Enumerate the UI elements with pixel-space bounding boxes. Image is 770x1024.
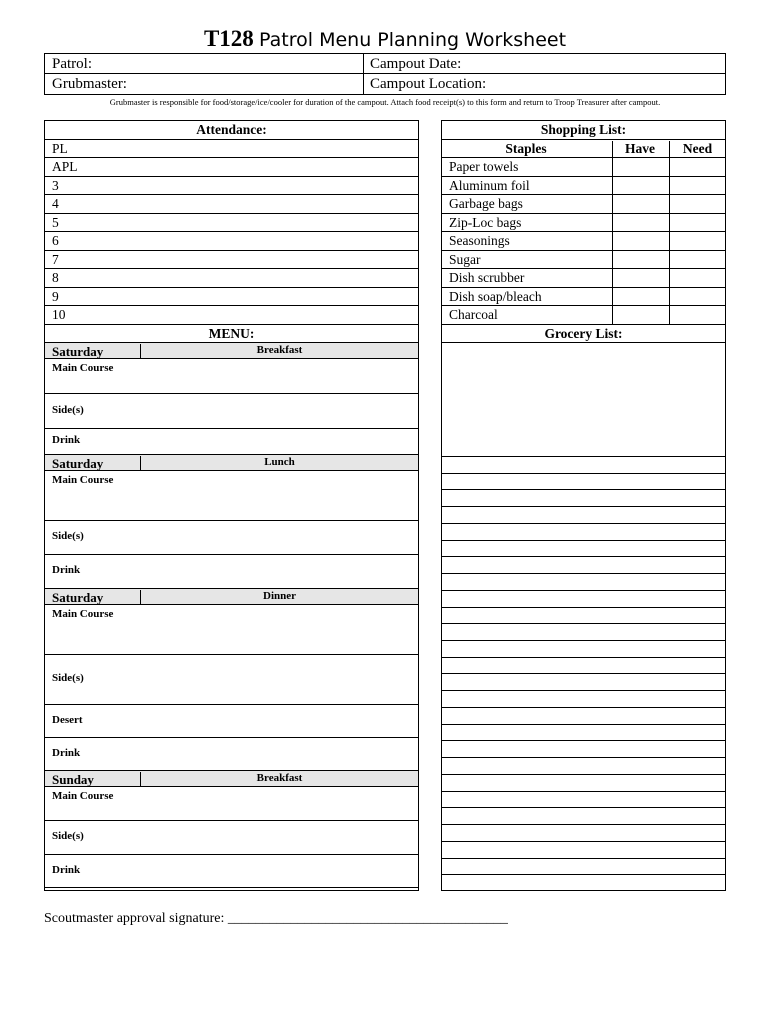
attendance-header <box>45 121 418 140</box>
menu-field[interactable] <box>45 471 418 521</box>
attendance-row[interactable] <box>45 140 418 159</box>
grocery-line[interactable] <box>442 808 725 825</box>
attendance-row[interactable] <box>45 158 418 177</box>
meal-header <box>45 343 418 359</box>
meal-name: Dinner <box>140 590 418 605</box>
menu-field[interactable] <box>45 787 418 821</box>
grocery-line[interactable] <box>442 859 725 876</box>
shopping-item-row[interactable] <box>442 288 725 307</box>
menu-field[interactable] <box>45 605 418 655</box>
grocery-line[interactable] <box>442 490 725 507</box>
shopping-title: Shopping List: <box>540 122 627 137</box>
grocery-line[interactable] <box>442 557 725 574</box>
menu-field-label: Side(s) <box>52 830 84 842</box>
campout-location-field[interactable]: Campout Location: <box>370 76 487 92</box>
attendance-row[interactable] <box>45 177 418 196</box>
attendance-title: Attendance: <box>196 122 267 137</box>
shopping-item-label: Sugar <box>449 251 481 267</box>
grocery-title: Grocery List: <box>544 325 623 341</box>
grocery-line[interactable] <box>442 457 725 474</box>
meal-name: Breakfast <box>140 772 418 787</box>
menu-field-label: Side(s) <box>52 530 84 542</box>
shopping-grocery-table <box>441 120 726 891</box>
shopping-item-label: Seasonings <box>449 233 510 248</box>
attendance-menu-table <box>44 120 419 891</box>
shopping-item-label: Dish soap/bleach <box>449 288 542 304</box>
grocery-line[interactable] <box>442 675 725 692</box>
grubmaster-field[interactable]: Grubmaster: <box>52 76 127 92</box>
attendance-row-label: 5 <box>52 214 59 230</box>
attendance-row[interactable] <box>45 251 418 270</box>
attendance-row[interactable] <box>45 214 418 233</box>
grocery-line[interactable] <box>442 624 725 641</box>
shopping-columns <box>442 140 725 159</box>
menu-field[interactable] <box>45 821 418 855</box>
title-text: Patrol Menu Planning Worksheet <box>259 29 567 51</box>
meal-header <box>45 589 418 605</box>
have-cell[interactable] <box>612 214 613 232</box>
meal-name: Breakfast <box>140 344 418 359</box>
grocery-line[interactable] <box>442 792 725 809</box>
grocery-area[interactable] <box>442 343 725 457</box>
column-need: Need <box>669 141 725 159</box>
menu-field-label: Main Course <box>52 608 114 620</box>
grocery-line[interactable] <box>442 758 725 775</box>
meal-day: Saturday <box>52 590 104 605</box>
shopping-item-label: Paper towels <box>449 159 519 174</box>
menu-field-label: Drink <box>52 434 81 446</box>
campout-date-field[interactable]: Campout Date: <box>370 56 462 72</box>
need-cell[interactable] <box>669 158 670 176</box>
column-staples: Staples <box>505 140 547 156</box>
menu-title: MENU: <box>208 325 255 341</box>
grocery-line[interactable] <box>442 541 725 558</box>
grocery-line[interactable] <box>442 591 725 608</box>
attendance-row-label: 8 <box>52 270 59 285</box>
grocery-line[interactable] <box>442 741 725 758</box>
need-cell[interactable] <box>669 251 670 269</box>
scoutmaster-signature-line[interactable]: Scoutmaster approval signature: ________________________________________ <box>44 911 508 926</box>
menu-field-label: Drink <box>52 564 81 576</box>
attendance-row[interactable] <box>45 269 418 288</box>
grocery-line[interactable] <box>442 825 725 842</box>
grocery-line[interactable] <box>442 608 725 625</box>
attendance-row-label: 10 <box>52 307 66 322</box>
have-cell[interactable] <box>612 158 613 176</box>
menu-field-label: Main Course <box>52 474 114 486</box>
attendance-row-label: 4 <box>52 196 59 211</box>
attendance-row-label: 6 <box>52 233 59 248</box>
shopping-item-row[interactable] <box>442 195 725 214</box>
grocery-line[interactable] <box>442 775 725 792</box>
have-cell[interactable] <box>612 251 613 269</box>
attendance-row[interactable] <box>45 288 418 307</box>
attendance-row-label: 3 <box>52 177 59 193</box>
header-divider <box>45 73 725 74</box>
page-title <box>0 25 770 54</box>
have-cell[interactable] <box>612 177 613 195</box>
shopping-item-row[interactable] <box>442 177 725 196</box>
shopping-item-label: Dish scrubber <box>449 270 525 285</box>
menu-field[interactable] <box>45 655 418 705</box>
grocery-line[interactable] <box>442 641 725 658</box>
meal-name: Lunch <box>140 456 418 471</box>
grocery-line[interactable] <box>442 574 725 591</box>
menu-field-label: Drink <box>52 863 81 876</box>
shopping-item-row[interactable] <box>442 269 725 288</box>
instructions-note: Grubmaster is responsible for food/storage/ice/cooler for duration of the campout. Attach food receipt(s) to this form and return to Troop Treasurer after campout. <box>109 97 661 107</box>
meal-day: Saturday <box>52 456 104 471</box>
attendance-row[interactable] <box>45 195 418 214</box>
grocery-line[interactable] <box>442 842 725 859</box>
menu-header <box>45 325 418 344</box>
attendance-row[interactable] <box>45 232 418 251</box>
menu-field[interactable] <box>45 521 418 555</box>
grocery-line[interactable] <box>442 708 725 725</box>
menu-field[interactable] <box>45 855 418 888</box>
menu-field[interactable] <box>45 555 418 589</box>
shopping-item-row[interactable] <box>442 158 725 177</box>
need-cell[interactable] <box>669 269 670 287</box>
grocery-header <box>442 325 725 344</box>
menu-field[interactable] <box>45 359 418 394</box>
shopping-item-label: Zip-Loc bags <box>449 214 522 230</box>
meal-header <box>45 455 418 471</box>
header-grid <box>44 53 726 95</box>
menu-field[interactable] <box>45 394 418 429</box>
menu-field-label: Drink <box>52 746 81 759</box>
shopping-item-label: Garbage bags <box>449 196 523 211</box>
menu-field-label: Side(s) <box>52 672 84 684</box>
attendance-row-label: 7 <box>52 251 59 267</box>
have-cell[interactable] <box>612 232 613 250</box>
shopping-item-row[interactable] <box>442 306 725 325</box>
meal-header <box>45 771 418 787</box>
menu-field[interactable] <box>45 705 418 738</box>
grocery-line[interactable] <box>442 507 725 524</box>
troop-code: T128 <box>203 26 254 51</box>
meal-day: Saturday <box>52 344 104 359</box>
attendance-row-label: 9 <box>52 288 59 304</box>
have-cell[interactable] <box>612 288 613 306</box>
patrol-field[interactable]: Patrol: <box>52 56 92 72</box>
grocery-line[interactable] <box>442 524 725 541</box>
need-cell[interactable] <box>669 288 670 306</box>
have-cell[interactable] <box>612 306 613 324</box>
shopping-item-label: Charcoal <box>449 307 498 322</box>
shopping-item-row[interactable] <box>442 251 725 270</box>
attendance-row-label: PL <box>52 140 68 156</box>
need-cell[interactable] <box>669 195 670 213</box>
grocery-line[interactable] <box>442 691 725 708</box>
grocery-line[interactable] <box>442 725 725 742</box>
need-cell[interactable] <box>669 177 670 195</box>
meal-day: Sunday <box>52 772 94 787</box>
attendance-row-label: APL <box>52 159 78 174</box>
shopping-item-row[interactable] <box>442 214 725 233</box>
have-cell[interactable] <box>612 195 613 213</box>
menu-field[interactable] <box>45 429 418 455</box>
column-have: Have <box>612 141 667 159</box>
menu-field[interactable] <box>45 738 418 771</box>
need-cell[interactable] <box>669 306 670 324</box>
have-cell[interactable] <box>612 269 613 287</box>
need-cell[interactable] <box>669 214 670 232</box>
grocery-line[interactable] <box>442 658 725 675</box>
shopping-header <box>442 121 725 140</box>
menu-field-label: Main Course <box>52 790 114 802</box>
shopping-item-label: Aluminum foil <box>449 177 530 193</box>
menu-field-label: Side(s) <box>52 403 84 416</box>
shopping-item-row[interactable] <box>442 232 725 251</box>
grocery-line[interactable] <box>442 474 725 491</box>
menu-field-label: Desert <box>52 713 83 726</box>
attendance-row[interactable] <box>45 306 418 325</box>
need-cell[interactable] <box>669 232 670 250</box>
menu-field-label: Main Course <box>52 362 114 374</box>
